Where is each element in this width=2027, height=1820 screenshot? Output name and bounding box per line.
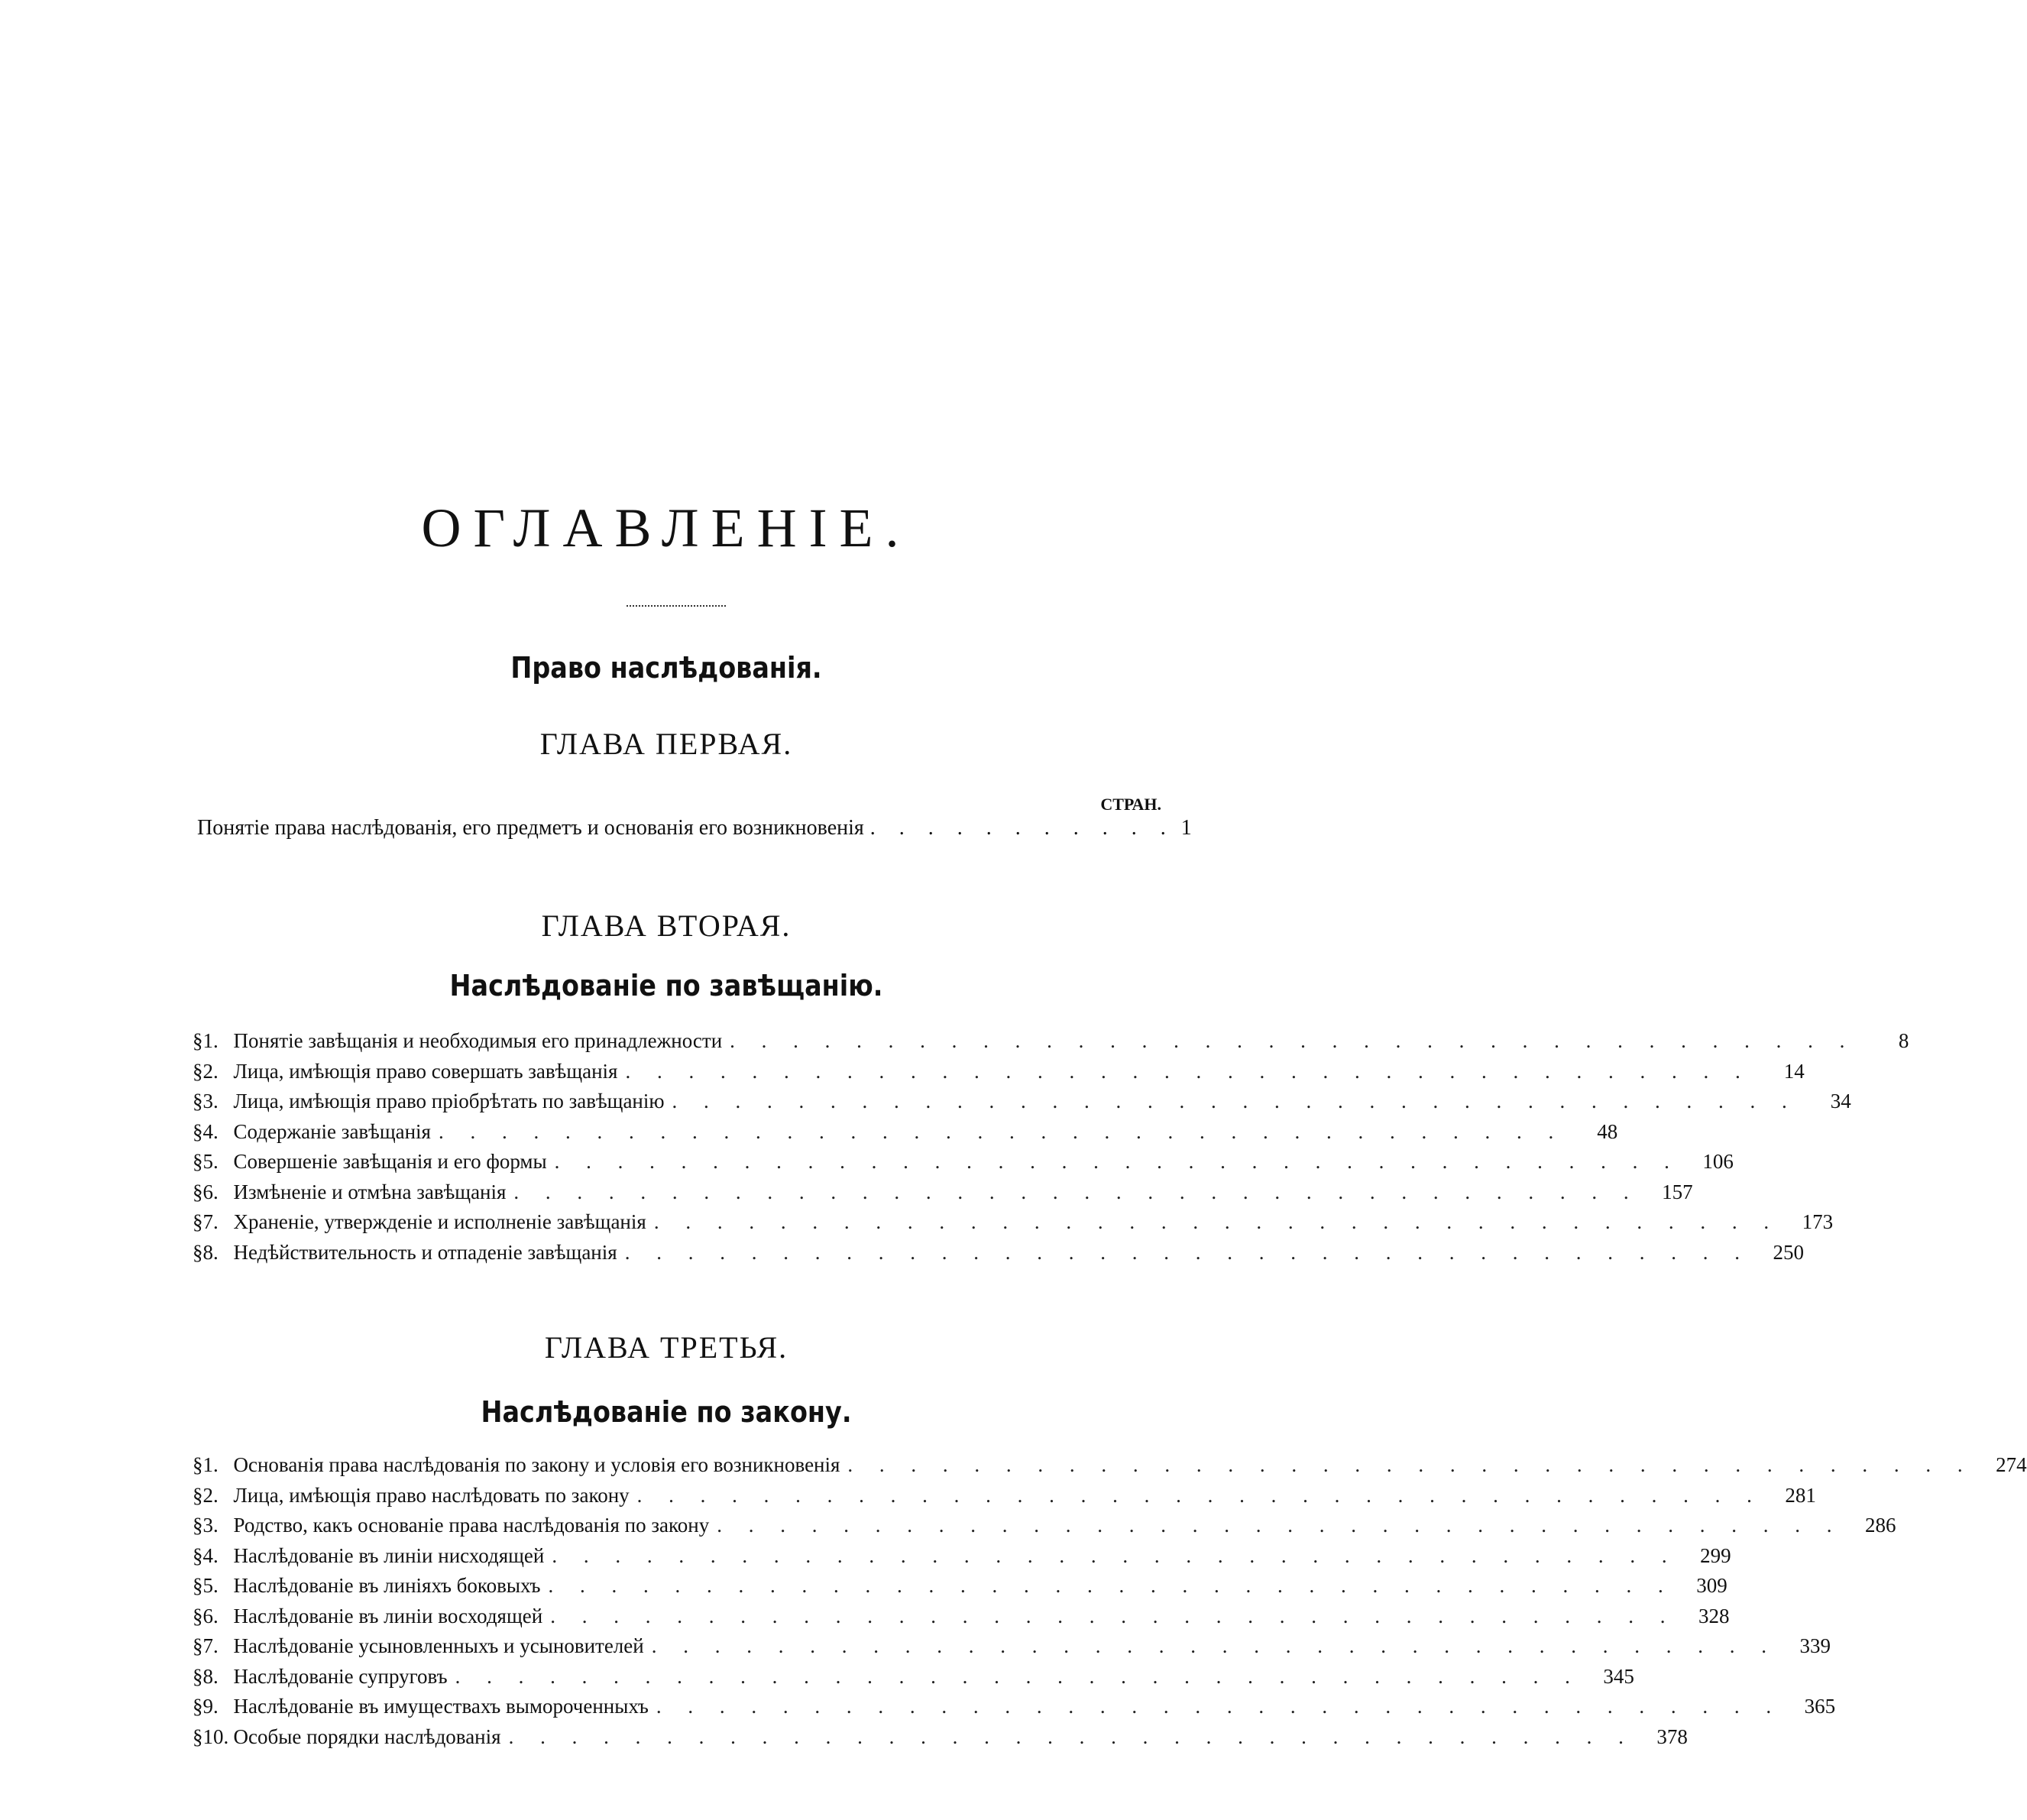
toc-entry bbox=[193, 1150, 1734, 1174]
entry-label: Понятіе права наслѣдованія, его предметъ и основанія его возникновенія bbox=[197, 816, 864, 840]
chapter-3-heading: ГЛАВА ТРЕТЬЯ. bbox=[544, 1330, 788, 1365]
entry-page: 14 bbox=[1783, 1059, 1805, 1083]
page-column-header: СТРАН. bbox=[1100, 795, 1161, 814]
leader-dots: . . . . . . . . . . . . . . . . . . . . . . . . . . . . . . . . . . . . bbox=[455, 1664, 1581, 1688]
entry-label: Измѣненіе и отмѣна завѣщанія bbox=[233, 1180, 507, 1203]
toc-entry bbox=[193, 1180, 1693, 1204]
toc-entry bbox=[193, 1059, 1805, 1083]
entry-page: 1 bbox=[1180, 816, 1192, 840]
leader-dots: . . . . . . . . . . . . . . . . . . . . . . . . . . . . . . . . . . . . bbox=[624, 1240, 1750, 1264]
entry-label: Родство, какъ основаніе права наслѣдованія по закону bbox=[233, 1514, 710, 1537]
leader-dots: . . . . . . . . . . . . . . . . . . . . . . . . . . . . . . . . . . . . bbox=[550, 1604, 1676, 1627]
toc-entry bbox=[193, 1029, 1909, 1053]
section-sign: § bbox=[193, 1695, 203, 1718]
toc-entry bbox=[193, 1574, 1727, 1598]
section-sign: § bbox=[193, 1240, 203, 1264]
leader-dots: . . . . . . . . . . . . . . . . . . . . . . . . . . . . . . . . . . . . bbox=[656, 1695, 1783, 1718]
toc-entry bbox=[193, 1664, 1634, 1689]
section-sign: § bbox=[193, 1574, 203, 1597]
entry-label: Наслѣдованіе въ линіяхъ боковыхъ bbox=[233, 1574, 541, 1597]
toc-entry bbox=[193, 1604, 1730, 1628]
leader-dots: . . . . . . . . . . . . . . . . . . . . . . . . . . . . . . . . . . . . bbox=[847, 1453, 1974, 1476]
entry-page: 106 bbox=[1702, 1150, 1734, 1173]
entry-number: 3. bbox=[202, 1514, 219, 1537]
entry-label: Недѣйствительность и отпаденіе завѣщанія bbox=[233, 1240, 617, 1264]
leader-dots: . . . . . . . . . . . . . . . . . . . . . . . . . . . . . . . . . . . . bbox=[438, 1119, 1565, 1143]
section-sign: § bbox=[193, 1210, 203, 1233]
entry-number: 1. bbox=[202, 1029, 219, 1052]
leader-dots: . . . . . . . . . . . . . . . . . . . . . . . . . . . . . . . . . . . . bbox=[653, 1210, 1780, 1233]
entry-label: Наслѣдованіе супруговъ bbox=[233, 1664, 448, 1688]
section-sign: § bbox=[193, 1634, 203, 1657]
section-sign: § bbox=[193, 1180, 203, 1203]
entry-label: Основанія права наслѣдованія по закону и условія его возникновенія bbox=[233, 1453, 840, 1476]
chapter-1-entry bbox=[197, 816, 1192, 840]
entry-number: 9. bbox=[202, 1695, 219, 1718]
toc-entry bbox=[193, 1240, 1804, 1265]
leader-dots: . . . . . . . . . . . . . . . . . . . . . . . . . . . . . . . . . . . . bbox=[651, 1634, 1777, 1657]
chapter-2-heading: ГЛАВА ВТОРАЯ. bbox=[541, 908, 792, 943]
entry-page: 365 bbox=[1804, 1695, 1836, 1718]
toc-entry bbox=[193, 1634, 1831, 1658]
entry-number: 7. bbox=[202, 1634, 219, 1657]
leader-dots: . . . . . . . . . . . . . . . . . . . . . . . . . . . . . . . . . . . . bbox=[548, 1574, 1674, 1597]
leader-dots: . . . . . . . . . . . . . . . . . . . . . . . . . . . . . . . . . . . . bbox=[672, 1090, 1798, 1112]
entry-page: 48 bbox=[1597, 1119, 1618, 1143]
section-sign: § bbox=[193, 1150, 203, 1173]
section-sign: § bbox=[193, 1514, 203, 1537]
entry-page: 378 bbox=[1656, 1724, 1688, 1748]
chapter-1-heading: ГЛАВА ПЕРВАЯ. bbox=[539, 727, 793, 761]
entry-label: Наслѣдованіе усыновленныхъ и усыновителей bbox=[233, 1634, 644, 1657]
section-sign: § bbox=[193, 1664, 203, 1688]
toc-entry bbox=[193, 1453, 2027, 1477]
entry-label: Наслѣдованіе въ линіи нисходящей bbox=[233, 1543, 545, 1567]
entry-page: 34 bbox=[1830, 1090, 1851, 1112]
section-sign: § bbox=[193, 1724, 203, 1748]
entry-number: 4. bbox=[202, 1119, 219, 1143]
leader-dots: . . . . . . . . . . . . . . . . . . . . . . . . . . . . . . . . . . . . bbox=[508, 1724, 1634, 1748]
entry-label: Особые порядки наслѣдованія bbox=[233, 1724, 501, 1748]
part-title: Право наслѣдованія. bbox=[510, 651, 822, 685]
chapter-2-subtitle: Наслѣдованіе по завѣщанію. bbox=[449, 969, 883, 1002]
leader-dots: . . . . . . . . . . . . . . . . . . . . . . . . . . . . . . . . . . . . bbox=[625, 1059, 1751, 1083]
entry-number: 6. bbox=[202, 1180, 219, 1203]
entry-page: 250 bbox=[1773, 1240, 1804, 1264]
section-sign: § bbox=[193, 1029, 203, 1052]
toc-entry bbox=[193, 1483, 1816, 1507]
entry-label: Содержаніе завѣщанія bbox=[233, 1119, 431, 1143]
leader-dots: . . . . . . . . . . . . . . . . . . . . . . . . . . . . . . . . . . . . bbox=[717, 1514, 1843, 1537]
leader-dots: . . . . . . . . . . . . . . . . . . . . . . . . . . . . . . . . . . . . bbox=[513, 1180, 1640, 1203]
entry-page: 345 bbox=[1603, 1664, 1634, 1688]
section-sign: § bbox=[193, 1090, 203, 1112]
entry-page: 309 bbox=[1696, 1574, 1727, 1597]
entry-page: 299 bbox=[1700, 1543, 1731, 1567]
entry-label: Понятіе завѣщанія и необходимыя его принадлежности bbox=[233, 1029, 723, 1052]
entry-label: Лица, имѣющія право совершать завѣщанія bbox=[233, 1059, 618, 1083]
entry-number: 10. bbox=[202, 1724, 229, 1748]
leader-dots: . . . . . . . . . . . bbox=[869, 816, 1175, 840]
entry-page: 328 bbox=[1698, 1604, 1730, 1627]
toc-entry bbox=[193, 1695, 1836, 1718]
entry-page: 286 bbox=[1864, 1514, 1896, 1537]
chapter-3-subtitle: Наслѣдованіе по закону. bbox=[481, 1395, 852, 1429]
leader-dots: . . . . . . . . . . . . . . . . . . . . . . . . . . . . . . . . . . . . bbox=[636, 1483, 1763, 1507]
entry-label: Лица, имѣющія право наслѣдовать по закону bbox=[233, 1483, 630, 1507]
entry-label: Наслѣдованіе въ линіи восходящей bbox=[233, 1604, 543, 1627]
leader-dots: . . . . . . . . . . . . . . . . . . . . . . . . . . . . . . . . . . . . bbox=[552, 1543, 1678, 1567]
entry-number: 2. bbox=[202, 1059, 219, 1083]
entry-label: Лица, имѣющія право пріобрѣтать по завѣщанію bbox=[233, 1090, 665, 1112]
section-sign: § bbox=[193, 1119, 203, 1143]
entry-number: 7. bbox=[202, 1210, 219, 1233]
toc-entry bbox=[193, 1210, 1834, 1234]
entry-number: 4. bbox=[202, 1543, 219, 1567]
leader-dots: . . . . . . . . . . . . . . . . . . . . . . . . . . . . . . . . . . . . bbox=[730, 1029, 1856, 1052]
section-sign: § bbox=[193, 1453, 203, 1476]
entry-page: 8 bbox=[1898, 1029, 1909, 1052]
entry-label: Совершеніе завѣщанія и его формы bbox=[233, 1150, 547, 1173]
toc-entry bbox=[193, 1724, 1688, 1749]
entry-number: 1. bbox=[202, 1453, 219, 1476]
page-title: ОГЛАВЛЕНІЕ. bbox=[421, 497, 912, 559]
entry-number: 5. bbox=[202, 1574, 219, 1597]
section-sign: § bbox=[193, 1543, 203, 1567]
entry-label: Наслѣдованіе въ имуществахъ вымороченныхъ bbox=[233, 1695, 649, 1718]
entry-label: Храненіе, утвержденіе и исполненіе завѣщанія bbox=[233, 1210, 646, 1233]
entry-page: 173 bbox=[1802, 1210, 1834, 1233]
entry-page: 281 bbox=[1785, 1483, 1816, 1507]
entry-page: 157 bbox=[1662, 1180, 1693, 1203]
entry-page: 274 bbox=[1996, 1453, 2027, 1476]
entry-number: 3. bbox=[202, 1090, 219, 1112]
entry-number: 5. bbox=[202, 1150, 219, 1173]
section-sign: § bbox=[193, 1604, 203, 1627]
section-sign: § bbox=[193, 1483, 203, 1507]
section-sign: § bbox=[193, 1059, 203, 1083]
entry-number: 2. bbox=[202, 1483, 219, 1507]
entry-page: 339 bbox=[1799, 1634, 1831, 1657]
leader-dots: . . . . . . . . . . . . . . . . . . . . . . . . . . . . . . . . . . . . bbox=[554, 1150, 1680, 1173]
entry-number: 8. bbox=[202, 1240, 219, 1264]
title-divider bbox=[627, 605, 726, 609]
toc-entry bbox=[193, 1543, 1731, 1568]
entry-number: 6. bbox=[202, 1604, 219, 1627]
toc-entry bbox=[193, 1119, 1618, 1144]
toc-entry bbox=[193, 1090, 1851, 1113]
toc-entry bbox=[193, 1514, 1896, 1537]
entry-number: 8. bbox=[202, 1664, 219, 1688]
